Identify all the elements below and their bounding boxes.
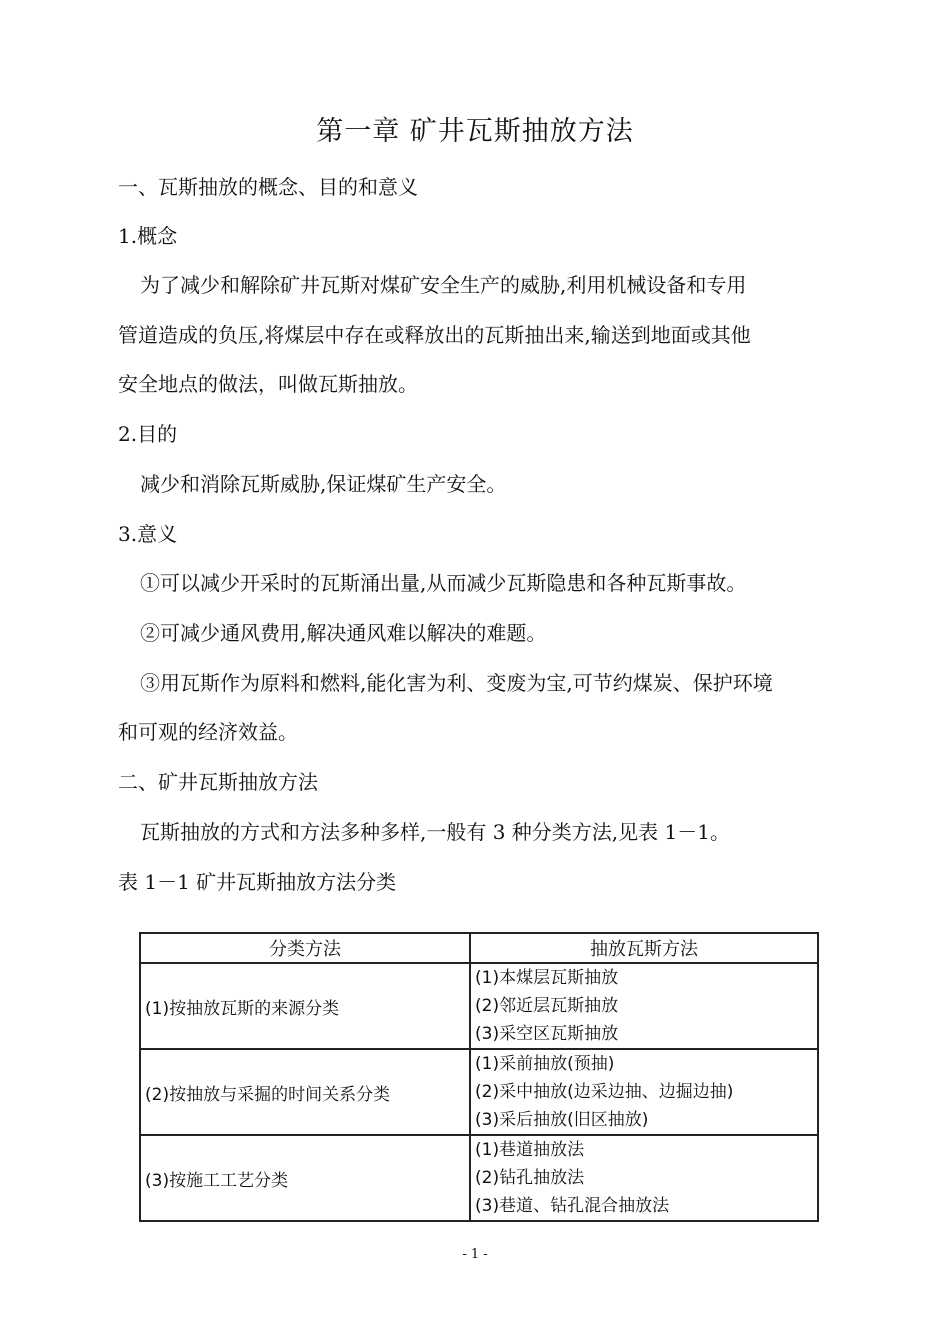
concept-paragraph-line3: 安全地点的做法，叫做瓦斯抽放。 (118, 372, 418, 396)
section1-heading: 一、瓦斯抽放的概念、目的和意义 (118, 175, 418, 199)
purpose-heading: 2.目的 (118, 422, 178, 446)
table-cell-methods (470, 963, 818, 1049)
purpose-paragraph: 减少和消除瓦斯威胁,保证煤矿生产安全。 (140, 472, 507, 496)
concept-heading: 1.概念 (118, 224, 178, 248)
method-item: (1)采前抽放(预抽) (475, 1054, 615, 1074)
chapter-title: 第一章 矿井瓦斯抽放方法 (316, 116, 634, 147)
meaning-item-3-line1: ③用瓦斯作为原料和燃料,能化害为利、变废为宝,可节约煤炭、保护环境 (140, 671, 773, 695)
table-cell-methods (470, 1135, 818, 1221)
table-header-row (140, 933, 818, 963)
table-header-methods: 抽放瓦斯方法 (470, 933, 818, 963)
method-item: (3)巷道、钻孔混合抽放法 (475, 1196, 670, 1216)
method-item: (2)采中抽放(边采边抽、边掘边抽) (475, 1082, 734, 1102)
classification-table-grid (139, 932, 819, 1222)
table-cell-methods (470, 1049, 818, 1135)
meaning-heading: 3.意义 (118, 522, 178, 546)
meaning-item-1: ①可以减少开采时的瓦斯涌出量,从而减少瓦斯隐患和各种瓦斯事故。 (140, 571, 747, 595)
method-item: (3)采空区瓦斯抽放 (475, 1024, 619, 1044)
table-row (140, 963, 818, 1049)
meaning-item-3-line2: 和可观的经济效益。 (118, 720, 298, 744)
table-cell-category: (1)按抽放瓦斯的来源分类 (140, 963, 470, 1049)
table-caption: 表 1－1 矿井瓦斯抽放方法分类 (118, 870, 397, 894)
classification-table (139, 932, 819, 1222)
page-number: - 1 - (462, 1247, 488, 1262)
method-item: (3)采后抽放(旧区抽放) (475, 1110, 649, 1130)
table-header-category: 分类方法 (140, 933, 470, 963)
method-item: (2)钻孔抽放法 (475, 1168, 585, 1188)
section2-heading: 二、矿井瓦斯抽放方法 (118, 770, 318, 794)
method-item: (1)本煤层瓦斯抽放 (475, 968, 619, 988)
method-item: (1)巷道抽放法 (475, 1140, 585, 1160)
table-cell-category: (2)按抽放与采掘的时间关系分类 (140, 1049, 470, 1135)
concept-paragraph-line2: 管道造成的负压,将煤层中存在或释放出的瓦斯抽出来,输送到地面或其他 (118, 323, 751, 347)
method-item: (2)邻近层瓦斯抽放 (475, 996, 619, 1016)
table-cell-category: (3)按施工工艺分类 (140, 1135, 470, 1221)
section2-paragraph: 瓦斯抽放的方式和方法多种多样,一般有 3 种分类方法,见表 1－1。 (140, 820, 730, 844)
table-row (140, 1049, 818, 1135)
meaning-item-2: ②可减少通风费用,解决通风难以解决的难题。 (140, 621, 547, 645)
table-row (140, 1135, 818, 1221)
concept-paragraph-line1: 为了减少和解除矿井瓦斯对煤矿安全生产的威胁,利用机械设备和专用 (140, 273, 747, 297)
